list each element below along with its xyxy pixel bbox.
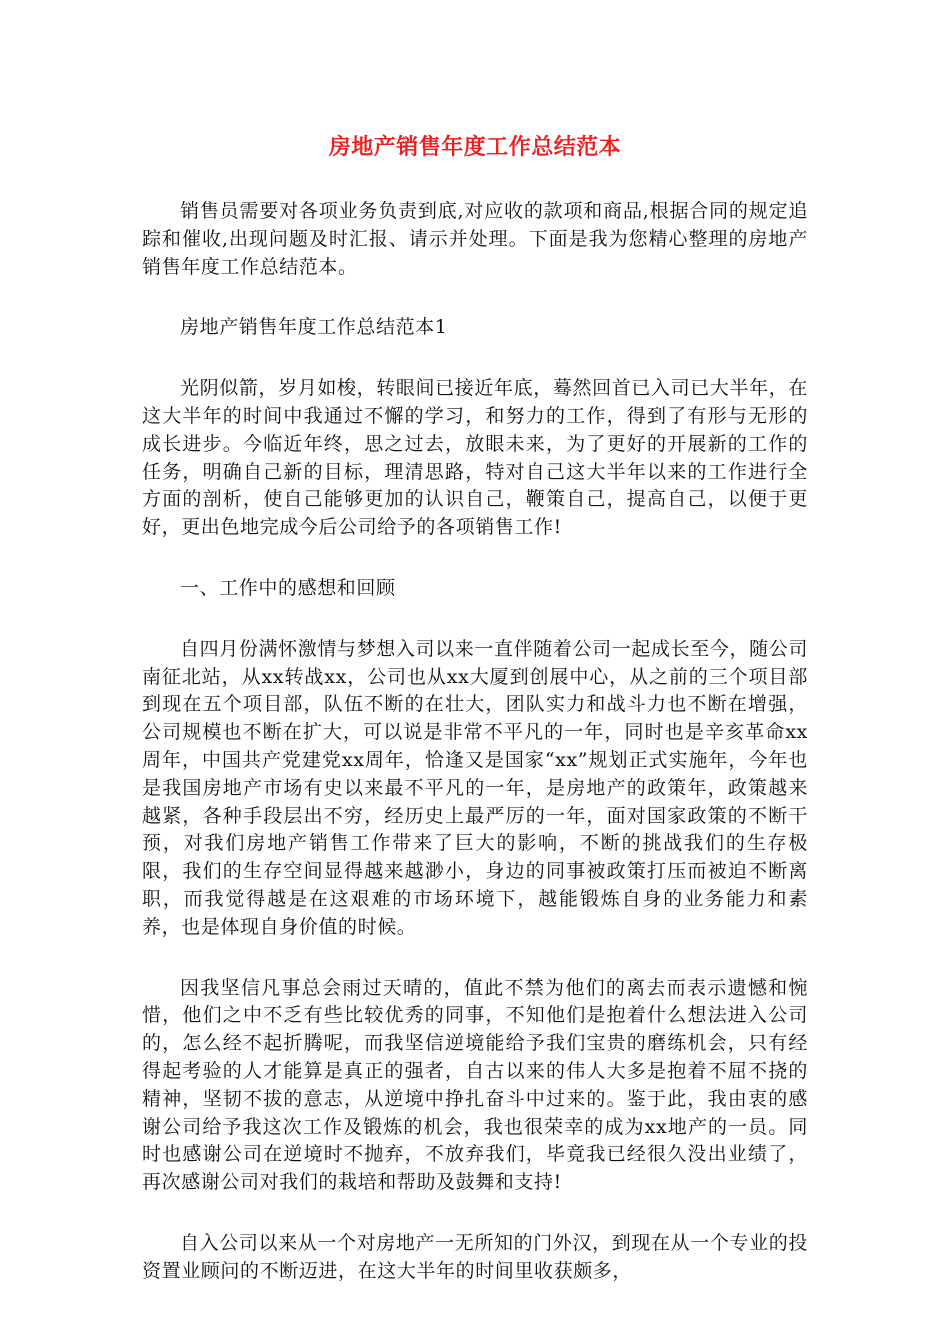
body-paragraph-1: 光阴似箭，岁月如梭，转眼间已接近年底，蓦然回首已入司已大半年，在这大半年的时间中我通过不懈的学习，和努力的工作，得到了有形与无形的成长进步。今临近年终，思之过去，放眼未来，为了更好的开展新的工作的任务，明确自己新的目标，理清思路，特对自己这大半年以来的工作进行全方面的剖析，使自己能够更加的认识自己，鞭策自己，提高自己，以便于更好，更出色地完成今后公司给予的各项销售工作! <box>142 377 808 539</box>
subtitle-heading: 房地产销售年度工作总结范本1 <box>180 316 448 339</box>
body-paragraph-2: 自四月份满怀激情与梦想入司以来一直伴随着公司一起成长至今，随公司南征北站，从xx转战xx，公司也从xx大厦到创展中心，从之前的三个项目部到现在五个项目部，队伍不断的在壮大，团队实力和战斗力也不断在增强，公司规模也不断在扩大，可以说是非常不平凡的一年，同时也是辛亥革命xx周年，中国共产党建党xx周年，恰逢又是国家“xx”规划正式实施年，今年也是我国房地产市场有史以来最不平凡的一年，是房地产的政策年，政策越来越紧，各种手段层出不穷，经历史上最严厉的一年，面对国家政策的不断干预，对我们房地产销售工作带来了巨大的影响，不断的挑战我们的生存极限，我们的生存空间显得越来越渺小，身边的同事被政策打压而被迫不断离职，而我觉得越是在这艰难的市场环境下，越能锻炼自身的业务能力和素养，也是体现自身价值的时候。 <box>142 637 808 938</box>
section-heading-1: 一、工作中的感想和回顾 <box>180 576 396 599</box>
intro-paragraph: 销售员需要对各项业务负责到底,对应收的款项和商品,根据合同的规定追踪和催收,出现问题及时汇报、请示并处理。下面是我为您精心整理的房地产销售年度工作总结范本。 <box>142 200 808 278</box>
body-paragraph-4: 自入公司以来从一个对房地产一无所知的门外汉，到现在从一个专业的投资置业顾问的不断迈进，在这大半年的时间里收获颇多， <box>142 1231 808 1282</box>
document-title: 房地产销售年度工作总结范本 <box>328 135 622 160</box>
document-page <box>142 132 808 1319</box>
body-paragraph-3: 因我坚信凡事总会雨过天晴的，值此不禁为他们的离去而表示遗憾和惋惜，他们之中不乏有些比较优秀的同事，不知他们是抱着什么想法进入公司的，怎么经不起折腾呢，而我坚信逆境能给予我们宝贵的磨练机会，只有经得起考验的人才能算是真正的强者，自古以来的伟人大多是抱着不屈不挠的精神，坚韧不拔的意志，从逆境中挣扎奋斗中过来的。鉴于此，我由衷的感谢公司给予我这次工作及锻炼的机会，我也很荣幸的成为xx地产的一员。同时也感谢公司在逆境时不抛弃，不放弃我们，毕竟我已经很久没出业绩了，再次感谢公司对我们的栽培和帮助及鼓舞和支持! <box>142 976 808 1194</box>
